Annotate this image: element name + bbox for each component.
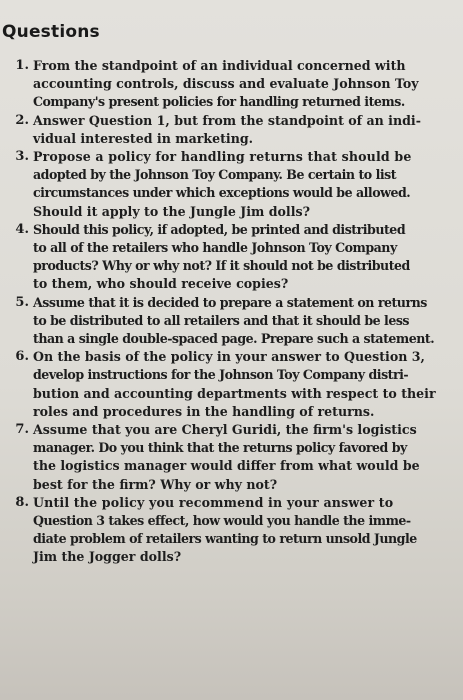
question-line: Jim the Jogger dolls? — [33, 549, 182, 565]
question-line: to be distributed to all retailers and that it should be less — [33, 312, 410, 328]
question-list — [0, 57, 463, 567]
question-number: 1. — [15, 58, 29, 73]
question-item-2 — [0, 112, 463, 148]
page-title: Questions — [2, 22, 100, 42]
question-item-8 — [0, 494, 463, 567]
question-line: vidual interested in marketing. — [33, 130, 254, 146]
question-line: manager. Do you think that the returns policy favored by — [33, 440, 407, 456]
question-text — [33, 348, 463, 421]
question-number: 4. — [15, 221, 29, 237]
question-line: Assume that it is decided to prepare a statement on returns — [33, 294, 427, 310]
question-line: develop instructions for the Johnson Toy Company distri- — [33, 367, 409, 383]
question-item-6 — [0, 348, 463, 421]
question-number: 5. — [15, 294, 29, 310]
question-item-3 — [0, 148, 463, 221]
question-line: accounting controls, discuss and evaluate Johnson Toy — [33, 76, 419, 92]
question-line: Should this policy, if adopted, be printed and distributed — [33, 221, 406, 237]
question-line: Assume that you are Cheryl Guridi, the firm's logistics — [33, 422, 417, 438]
question-line: From the standpoint of an individual concerned with — [33, 58, 406, 73]
question-line: the logistics manager would differ from what would be — [33, 458, 420, 474]
question-line: Should it apply to the Jungle Jim dolls? — [33, 203, 310, 219]
question-line: to them, who should receive copies? — [33, 276, 289, 292]
question-text — [33, 112, 463, 148]
question-number: 7. — [15, 422, 29, 438]
question-line: to all of the retailers who handle Johnson Toy Company — [33, 240, 397, 256]
question-line: circumstances under which exceptions would be allowed. — [33, 185, 411, 201]
question-item-4 — [0, 221, 463, 294]
question-number: 8. — [15, 494, 29, 510]
question-line: bution and accounting departments with respect to their — [33, 385, 436, 401]
question-line: Propose a policy for handling returns that should be — [33, 149, 412, 165]
question-line: products? Why or why not? If it should not be distributed — [33, 258, 410, 274]
question-line: roles and procedures in the handling of returns. — [33, 403, 375, 419]
question-text — [33, 148, 463, 221]
question-text — [33, 57, 463, 112]
question-item-7 — [0, 421, 463, 494]
question-number: 3. — [15, 149, 29, 165]
question-line: Company's present policies for handling returned items. — [33, 94, 405, 110]
question-line: diate problem of retailers wanting to return unsold Jungle — [33, 531, 417, 547]
question-text — [33, 221, 463, 294]
question-item-1 — [0, 57, 463, 112]
question-line: Answer Question 1, but from the standpoint of an indi- — [33, 112, 421, 128]
question-line: Until the policy you recommend in your answer to — [33, 494, 394, 510]
question-text — [33, 294, 463, 349]
question-line: best for the firm? Why or why not? — [33, 476, 278, 492]
question-number: 2. — [15, 112, 29, 128]
question-item-5 — [0, 294, 463, 349]
question-line: Question 3 takes effect, how would you handle the imme- — [33, 513, 411, 529]
question-text — [33, 494, 463, 567]
question-number: 6. — [15, 349, 29, 365]
question-line: adopted by the Johnson Toy Company. Be certain to list — [33, 167, 397, 183]
question-text — [33, 421, 463, 494]
question-line: On the basis of the policy in your answer to Question 3, — [33, 349, 425, 365]
question-line: than a single double-spaced page. Prepare such a statement. — [33, 331, 435, 347]
